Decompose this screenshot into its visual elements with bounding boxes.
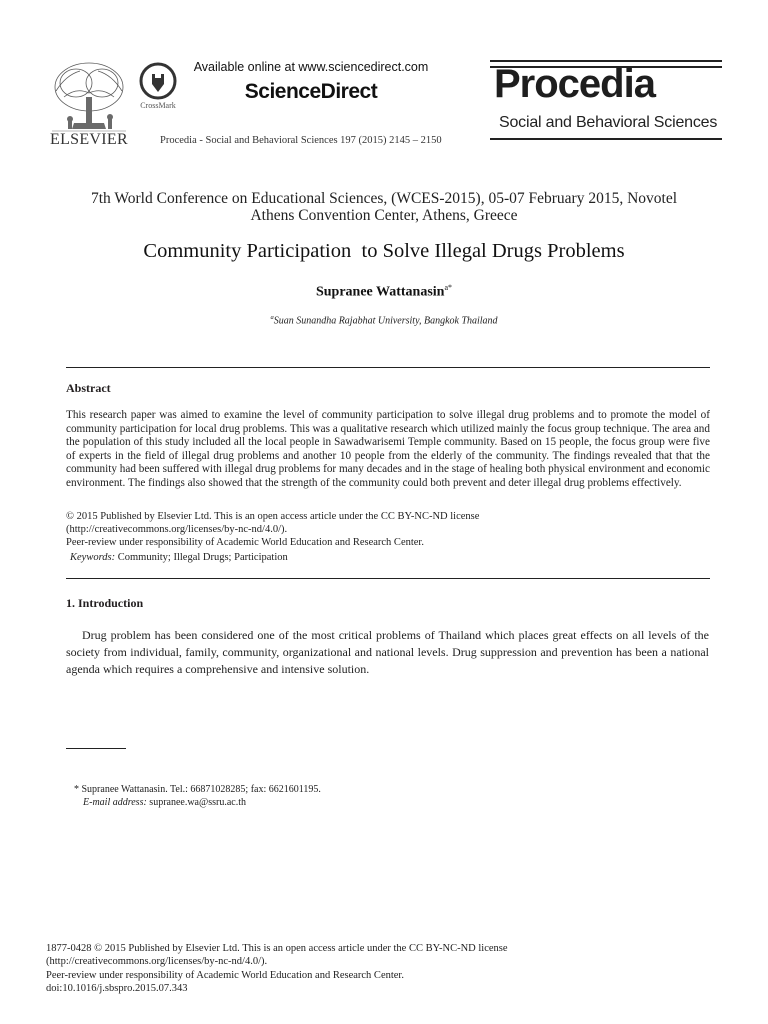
- sciencedirect-logo[interactable]: ScienceDirect: [244, 80, 378, 103]
- abstract-license: [66, 510, 710, 549]
- conference-line-2: Athens Convention Center, Athens, Greece: [250, 207, 518, 224]
- page-footer: [46, 942, 646, 995]
- footnote-rule: [66, 748, 126, 749]
- affiliation-mark: a: [270, 314, 274, 321]
- introduction-heading: 1. Introduction: [66, 596, 144, 610]
- author-marks: a*: [444, 283, 453, 292]
- footnote-contact: * Supranee Wattanasin. Tel.: 66871028285; fax: 6621601195.: [74, 784, 321, 795]
- footnote-email-label: E-mail address:: [83, 797, 147, 808]
- footnote: [74, 783, 321, 809]
- affiliation-text: Suan Sunandha Rajabhat University, Bangkok Thailand: [273, 315, 498, 327]
- abstract-license-line-1: © 2015 Published by Elsevier Ltd. This is an open access article under the CC BY-NC-ND license: [66, 511, 480, 522]
- crossmark-label: CrossMark: [140, 101, 176, 110]
- conference-info: [60, 190, 708, 224]
- footnote-email[interactable]: supranee.wa@ssru.ac.th: [149, 797, 246, 808]
- keywords-list: Community; Illegal Drugs; Participation: [117, 552, 288, 563]
- abstract-bottom-rule: [66, 578, 710, 579]
- paper-affiliation: [60, 314, 708, 326]
- keywords: [70, 552, 288, 563]
- paper-title: Community Participation to Solve Illegal Drugs Problems: [143, 240, 625, 262]
- paper-author: [60, 283, 708, 301]
- available-online-text: Available online at www.sciencedirect.com: [193, 60, 429, 74]
- author-name: Supranee Wattanasin: [315, 284, 445, 300]
- abstract-text: This research paper was aimed to examine the level of community participation to solve illegal drug problems and to promote the model of community participation for local drug problems. This was a qualitative research which utilized mainly the focus group technique. The area and the population of this study included all the local people in Sawadwarisemi Temple community. Based on 15 people, the focus group were five of experts in the field of illegal drug problems and another 10 people from the elderly of the community. The findings revealed that that the community had been suffered with illegal drug problems for many decades and in the stage of healing both physical environment and economic environment. The findings also showed that the strength of the community could both prevent and deter illegal drug problems effectively.: [66, 409, 710, 489]
- abstract-heading: Abstract: [66, 381, 111, 395]
- elsevier-wordmark: ELSEVIER: [50, 131, 128, 148]
- footer-line-2[interactable]: (http://creativecommons.org/licenses/by-nc-nd/4.0/).: [46, 956, 268, 968]
- abstract-peer-review: Peer-review under responsibility of Academic World Education and Research Center.: [66, 537, 424, 548]
- abstract-license-line-2[interactable]: (http://creativecommons.org/licenses/by-nc-nd/4.0/).: [66, 524, 288, 535]
- journal-citation: Procedia - Social and Behavioral Sciences 197 (2015) 2145 – 2150: [160, 135, 442, 146]
- footer-line-3: Peer-review under responsibility of Academic World Education and Research Center.: [46, 969, 404, 981]
- introduction-text: Drug problem has been considered one of the most critical problems of Thailand which places great effects on all levels of the society from individual, family, community, organizational and national levels. Drug suppression and prevention has been a national agenda which requires a comprehensive and intensive solution.: [66, 628, 709, 676]
- keywords-label: Keywords:: [70, 552, 116, 563]
- footer-doi[interactable]: doi:10.1016/j.sbspro.2015.07.343: [46, 982, 188, 994]
- conference-line-1: 7th World Conference on Educational Sciences, (WCES-2015), 05-07 February 2015, Novotel: [90, 190, 678, 207]
- procedia-rule-bottom: [490, 138, 722, 140]
- footer-line-1: 1877-0428 © 2015 Published by Elsevier Ltd. This is an open access article under the CC BY-NC-ND license: [46, 943, 508, 954]
- procedia-subtitle: Social and Behavioral Sciences: [499, 114, 718, 131]
- procedia-logo: Procedia: [494, 62, 655, 106]
- abstract-top-rule: [66, 367, 710, 368]
- footnote-email-line: [74, 796, 321, 809]
